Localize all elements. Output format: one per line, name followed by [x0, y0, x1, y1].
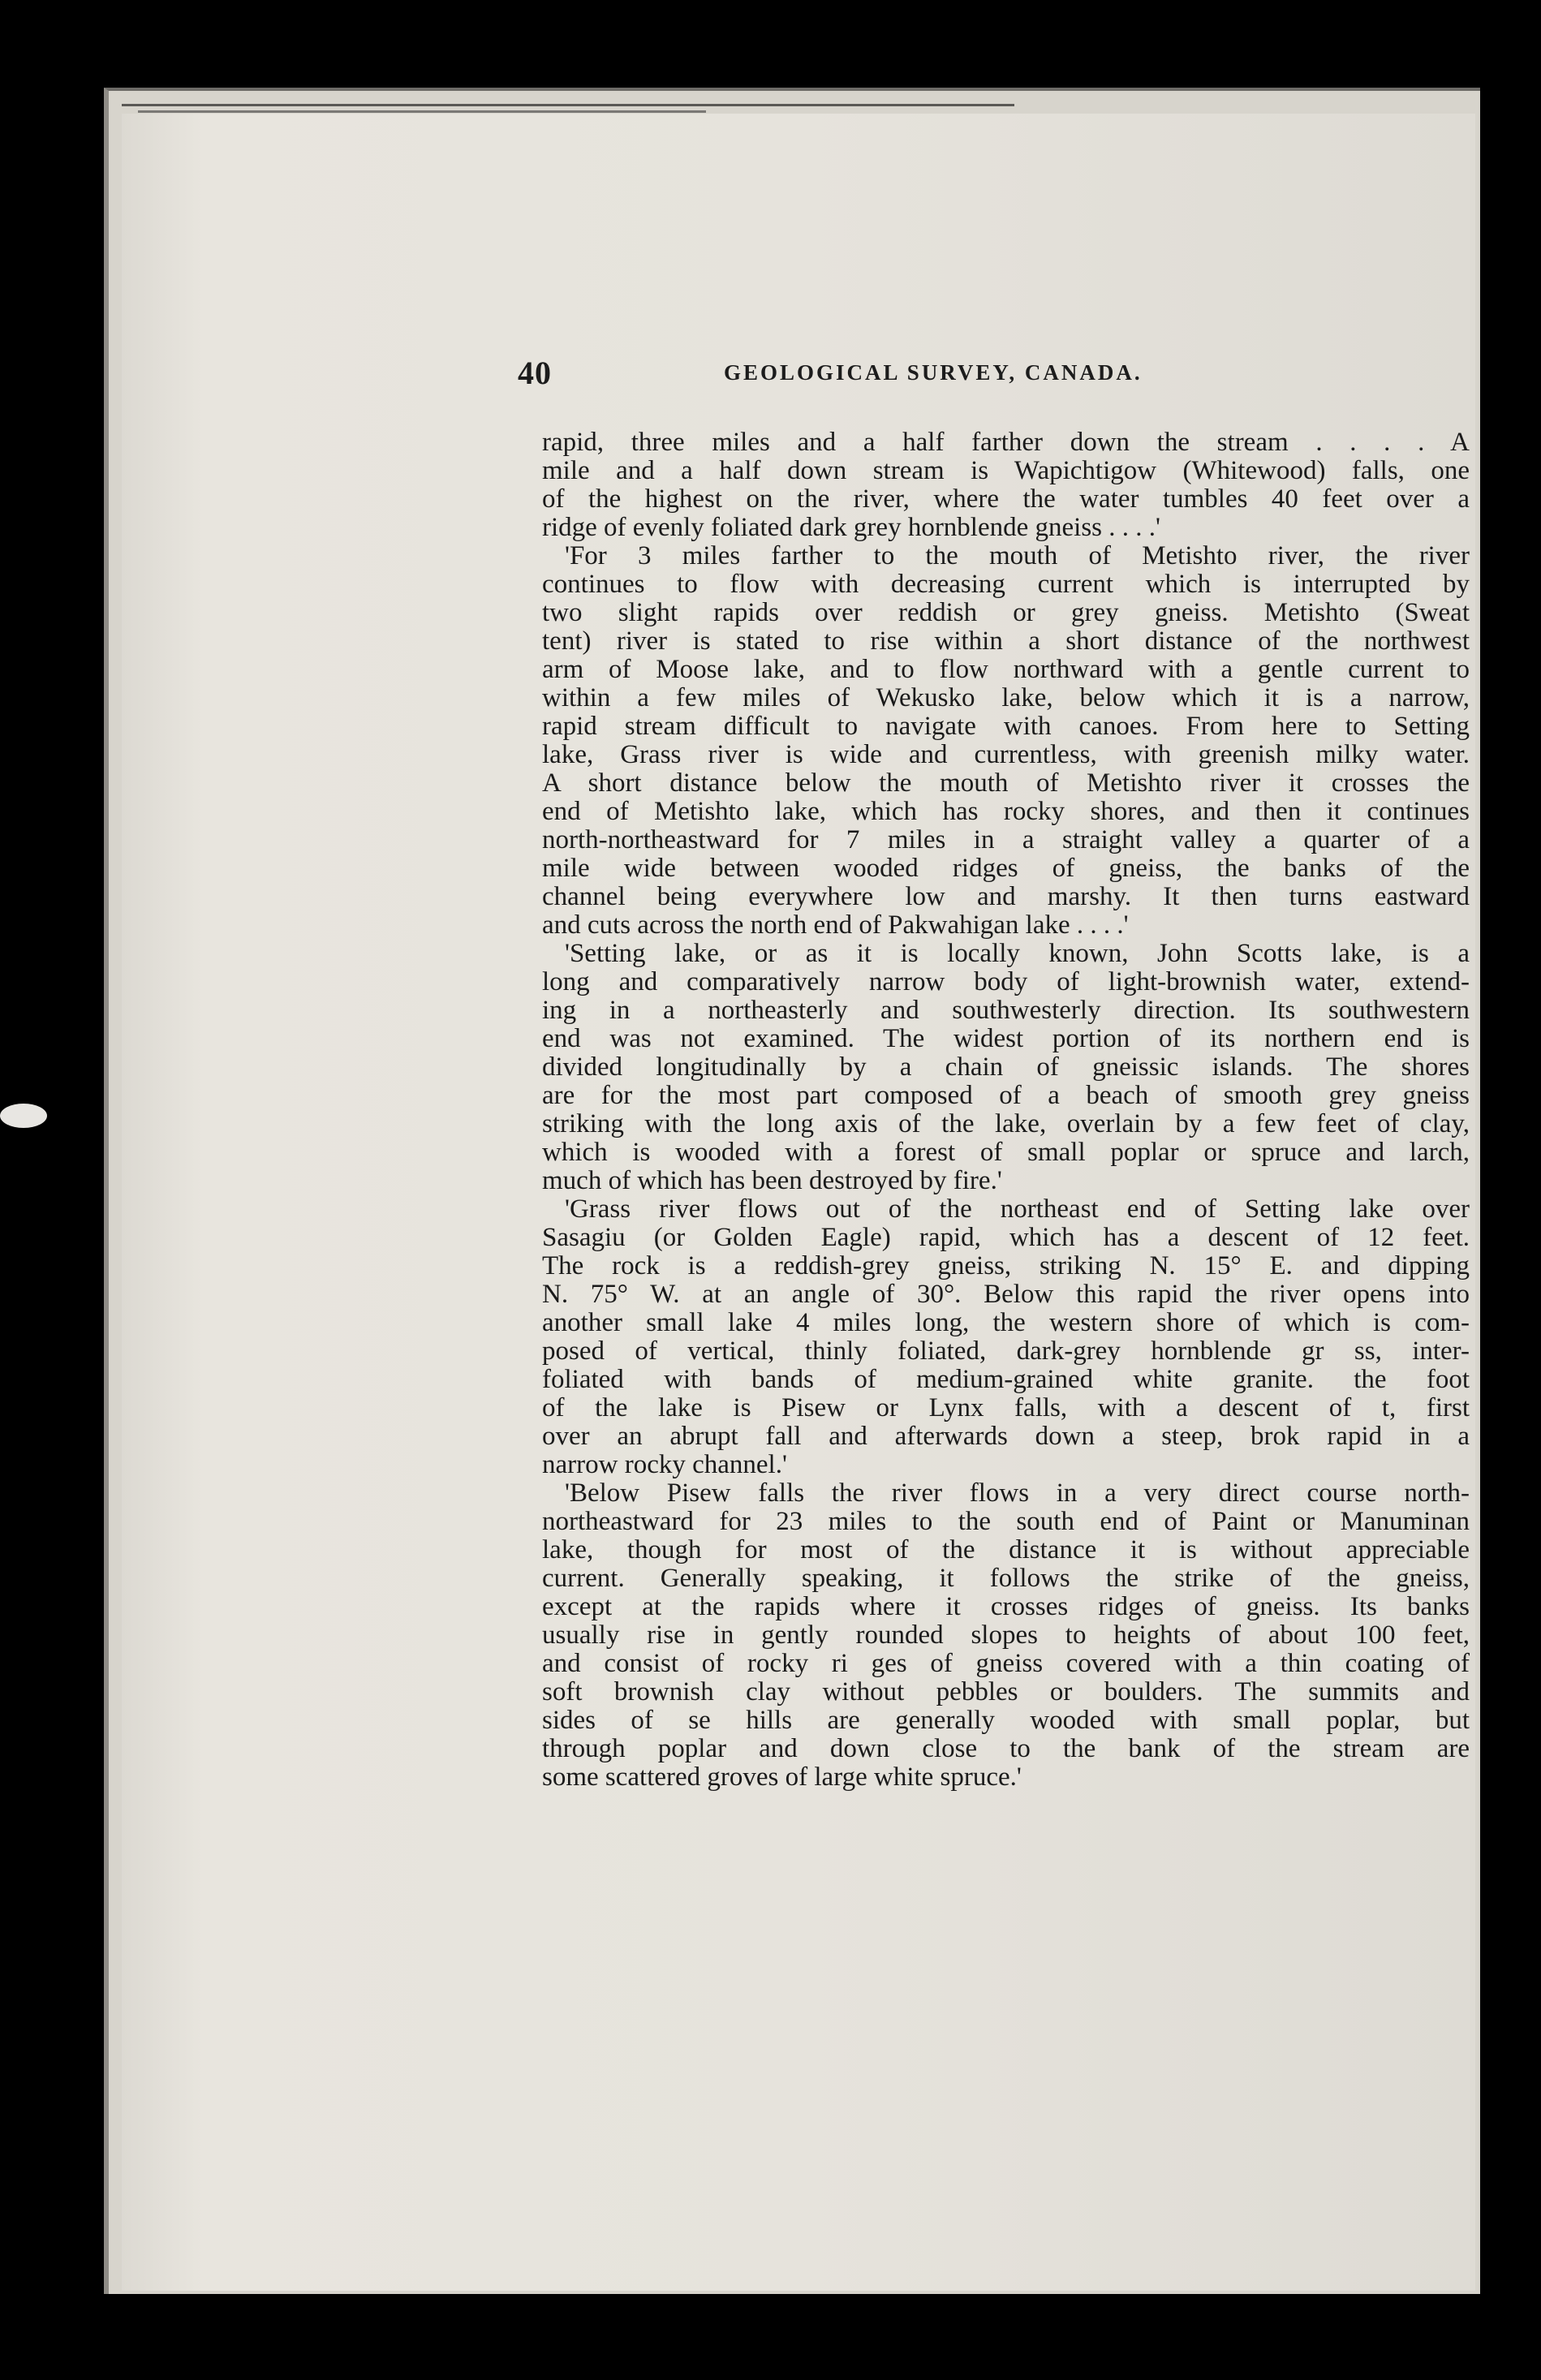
text-line: north-northeastward for 7 miles in a straight valley a quarter of a	[542, 825, 1470, 854]
text-line: ridge of evenly foliated dark grey hornblende gneiss . . . .'	[542, 513, 1160, 542]
text-line: usually rise in gently rounded slopes to heights of about 100 feet,	[542, 1620, 1470, 1650]
text-line: The rock is a reddish-grey gneiss, striking N. 15° E. and dipping	[542, 1251, 1470, 1280]
text-line: 'Below Pisew falls the river flows in a very direct course north-	[565, 1478, 1470, 1508]
page-edge-line	[122, 104, 1014, 106]
text-line: and cuts across the north end of Pakwahigan lake . . . .'	[542, 910, 1129, 940]
text-line: current. Generally speaking, it follows the strike of the gneiss,	[542, 1564, 1470, 1593]
text-line: foliated with bands of medium-grained white granite. the foot	[542, 1365, 1470, 1394]
text-line: another small lake 4 miles long, the western shore of which is com-	[542, 1308, 1470, 1337]
text-line: except at the rapids where it crosses ridges of gneiss. Its banks	[542, 1592, 1470, 1621]
text-line: rapid, three miles and a half farther down the stream . . . . A	[542, 428, 1470, 457]
text-line: narrow rocky channel.'	[542, 1450, 787, 1479]
scan-blot	[0, 1104, 47, 1128]
page-edge-line	[138, 110, 706, 113]
page-number: 40	[518, 355, 552, 391]
text-line: Sasagiu (or Golden Eagle) rapid, which has a descent of 12 feet.	[542, 1223, 1470, 1252]
text-line: arm of Moose lake, and to flow northward with a gentle current to	[542, 655, 1470, 684]
text-line: which is wooded with a forest of small poplar or spruce and larch,	[542, 1138, 1470, 1167]
text-line: posed of vertical, thinly foliated, dark-grey hornblende gr ss, inter-	[542, 1336, 1470, 1366]
text-line: of the highest on the river, where the water tumbles 40 feet over a	[542, 484, 1470, 514]
text-line: within a few miles of Wekusko lake, below which it is a narrow,	[542, 683, 1470, 712]
text-line: sides of se hills are generally wooded with small poplar, but	[542, 1706, 1470, 1735]
text-line: two slight rapids over reddish or grey gneiss. Metishto (Sweat	[542, 598, 1470, 627]
text-line: of the lake is Pisew or Lynx falls, with a descent of t, first	[542, 1393, 1470, 1422]
text-line: long and comparatively narrow body of light-brownish water, extend-	[542, 967, 1470, 996]
text-line: end of Metishto lake, which has rocky shores, and then it continues	[542, 797, 1470, 826]
text-line: some scattered groves of large white spruce.'	[542, 1762, 1022, 1792]
text-line: lake, Grass river is wide and currentless, with greenish milky water.	[542, 740, 1470, 769]
text-line: 'For 3 miles farther to the mouth of Metishto river, the river	[565, 541, 1470, 570]
text-line: 'Setting lake, or as it is locally known, John Scotts lake, is a	[565, 939, 1470, 968]
text-line: over an abrupt fall and afterwards down a steep, brok rapid in a	[542, 1422, 1470, 1451]
text-line: continues to flow with decreasing current which is interrupted by	[542, 570, 1470, 599]
text-line: much of which has been destroyed by fire.'	[542, 1166, 1002, 1195]
text-line: mile and a half down stream is Wapichtigow (Whitewood) falls, one	[542, 456, 1470, 485]
text-line: A short distance below the mouth of Metishto river it crosses the	[542, 768, 1470, 798]
text-line: striking with the long axis of the lake, overlain by a few feet of clay,	[542, 1109, 1470, 1138]
text-line: mile wide between wooded ridges of gneiss, the banks of the	[542, 854, 1470, 883]
text-line: rapid stream difficult to navigate with canoes. From here to Setting	[542, 712, 1470, 741]
text-line: lake, though for most of the distance it is without appreciable	[542, 1535, 1470, 1564]
text-line: northeastward for 23 miles to the south end of Paint or Manuminan	[542, 1507, 1470, 1536]
text-line: end was not examined. The widest portion of its northern end is	[542, 1024, 1470, 1053]
text-line: tent) river is stated to rise within a short distance of the northwest	[542, 626, 1470, 656]
text-line: divided longitudinally by a chain of gneissic islands. The shores	[542, 1052, 1470, 1082]
running-head: GEOLOGICAL SURVEY, CANADA.	[724, 360, 1143, 385]
text-line: and consist of rocky ri ges of gneiss covered with a thin coating of	[542, 1649, 1470, 1678]
page-header	[518, 354, 1232, 399]
body-text	[542, 428, 1470, 1792]
text-line: N. 75° W. at an angle of 30°. Below this rapid the river opens into	[542, 1280, 1470, 1309]
text-line: are for the most part composed of a beach of smooth grey gneiss	[542, 1081, 1470, 1110]
text-line: ing in a northeasterly and southwesterly direction. Its southwestern	[542, 996, 1470, 1025]
text-line: channel being everywhere low and marshy. It then turns eastward	[542, 882, 1470, 911]
text-line: 'Grass river flows out of the northeast end of Setting lake over	[565, 1194, 1470, 1224]
text-line: soft brownish clay without pebbles or boulders. The summits and	[542, 1677, 1470, 1706]
text-line: through poplar and down close to the bank of the stream are	[542, 1734, 1470, 1763]
